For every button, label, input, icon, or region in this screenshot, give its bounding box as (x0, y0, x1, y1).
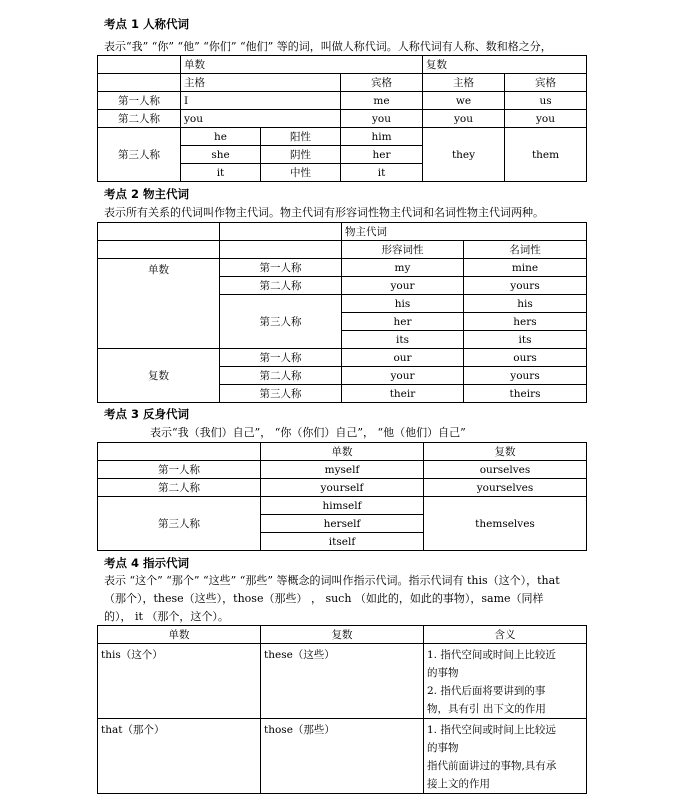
singular-label: 单数 (98, 259, 220, 349)
table-cell: them (505, 128, 587, 182)
table-cell: those（那些） (261, 719, 424, 794)
meaning-line: 物，具有引 出下文的作用 (427, 703, 546, 715)
table-cell: these（这些） (261, 644, 424, 719)
meaning-cell (424, 719, 587, 794)
meaning-line: 指代前面讲过的事物,具有承 (427, 760, 557, 772)
table-cell: him (341, 128, 423, 146)
table-cell: hers (464, 313, 587, 331)
table-cell: mine (464, 259, 587, 277)
table-cell: themselves (424, 497, 587, 551)
row-label-first-person: 第一人称 (220, 349, 342, 367)
table-cell: our (342, 349, 464, 367)
row-label-third-person: 第三人称 (220, 295, 342, 349)
meaning-line: 的事物 (427, 742, 459, 754)
table-cell: his (342, 295, 464, 313)
plural-label: 复数 (98, 349, 220, 403)
possessive-pronoun-table (97, 222, 587, 403)
table-cell: it (341, 164, 423, 182)
singular-header: 单数 (181, 56, 423, 74)
plural-header: 复数 (423, 56, 587, 74)
plural-header: 复数 (424, 443, 587, 461)
table-cell: theirs (464, 385, 587, 403)
table-cell: she (181, 146, 261, 164)
table-cell: you (423, 110, 505, 128)
table-cell: her (341, 146, 423, 164)
row-label-third-person: 第三人称 (220, 385, 342, 403)
table-cell: its (464, 331, 587, 349)
table-cell: herself (261, 515, 424, 533)
table-cell: 阳性 (261, 128, 341, 146)
table-cell: they (423, 128, 505, 182)
table-cell: 阴性 (261, 146, 341, 164)
table-cell: 中性 (261, 164, 341, 182)
adjective-header: 形容词性 (342, 241, 464, 259)
plural-nominative-header: 主格 (423, 74, 505, 92)
section-3-intro: 表示“我（我们）自己”， “你（你们）自己”， “他（他们）自己” (150, 426, 466, 439)
nominative-header: 主格 (181, 74, 341, 92)
table-cell: you (341, 110, 423, 128)
table-cell: her (342, 313, 464, 331)
table-cell: your (342, 367, 464, 385)
table-cell: its (342, 331, 464, 349)
table-cell: myself (261, 461, 424, 479)
section-4-title: 考点 4 指示代词 (104, 556, 190, 570)
table-cell: his (464, 295, 587, 313)
singular-header: 单数 (261, 443, 424, 461)
section-2-intro: 表示所有关系的代词叫作物主代词。物主代词有形容词性物主代词和名词性物主代词两种。 (104, 206, 544, 219)
plural-header: 复数 (261, 626, 424, 644)
table-cell: your (342, 277, 464, 295)
meaning-line: 接上文的作用 (427, 778, 490, 790)
table-cell: yours (464, 367, 587, 385)
section-1-title: 考点 1 人称代词 (104, 17, 190, 31)
table-cell: yourselves (424, 479, 587, 497)
objective-header: 宾格 (341, 74, 423, 92)
table-cell: ours (464, 349, 587, 367)
row-label-second-person: 第二人称 (98, 479, 261, 497)
row-label-first-person: 第一人称 (98, 92, 181, 110)
meaning-line: 1. 指代空间或时间上比较近 (427, 649, 556, 661)
plural-objective-header: 宾格 (505, 74, 587, 92)
meaning-header: 含义 (424, 626, 587, 644)
table-cell: he (181, 128, 261, 146)
table-cell: I (181, 92, 341, 110)
personal-pronoun-table (97, 55, 587, 182)
table-cell: us (505, 92, 587, 110)
section-3-title: 考点 3 反身代词 (104, 407, 190, 421)
section-1-intro: 表示“我” “你” “他” “你们” “他们” 等的词，叫做人称代词。人称代词有人称、数和格之分， (104, 40, 552, 53)
table-cell: himself (261, 497, 424, 515)
table-cell: you (505, 110, 587, 128)
row-label-first-person: 第一人称 (98, 461, 261, 479)
meaning-cell (424, 644, 587, 719)
table-cell: yours (464, 277, 587, 295)
section-2-title: 考点 2 物主代词 (104, 187, 190, 201)
row-label-first-person: 第一人称 (220, 259, 342, 277)
table-cell: their (342, 385, 464, 403)
section-4-intro-line: 表示 “这个” “那个” “这些” “那些” 等概念的词叫作指示代词。指示代词有 this（这个），that (104, 574, 560, 587)
table-cell: that（那个） (98, 719, 261, 794)
possessive-header: 物主代词 (342, 223, 587, 241)
table-cell: this（这个） (98, 644, 261, 719)
table-cell: my (342, 259, 464, 277)
table-cell: me (341, 92, 423, 110)
row-label-second-person: 第二人称 (220, 277, 342, 295)
table-cell: yourself (261, 479, 424, 497)
table-cell: it (181, 164, 261, 182)
noun-header: 名词性 (464, 241, 587, 259)
row-label-second-person: 第二人称 (220, 367, 342, 385)
reflexive-pronoun-table (97, 442, 587, 551)
meaning-line: 2. 指代后面将要讲到的事 (427, 685, 546, 697)
table-cell: you (181, 110, 341, 128)
section-4-intro-line: 的）， it （那个，这个）。 (104, 610, 229, 623)
section-4-intro-line: （那个），these（这些），those（那些） ， such （如此的，如此的事物），same（同样 (104, 592, 544, 605)
meaning-line: 的事物 (427, 667, 459, 679)
meaning-line: 1. 指代空间或时间上比较远 (427, 724, 556, 736)
demonstrative-pronoun-table (97, 625, 587, 794)
table-cell: itself (261, 533, 424, 551)
row-label-second-person: 第二人称 (98, 110, 181, 128)
row-label-third-person: 第三人称 (98, 128, 181, 182)
table-cell: ourselves (424, 461, 587, 479)
row-label-third-person: 第三人称 (98, 497, 261, 551)
table-cell: we (423, 92, 505, 110)
singular-header: 单数 (98, 626, 261, 644)
